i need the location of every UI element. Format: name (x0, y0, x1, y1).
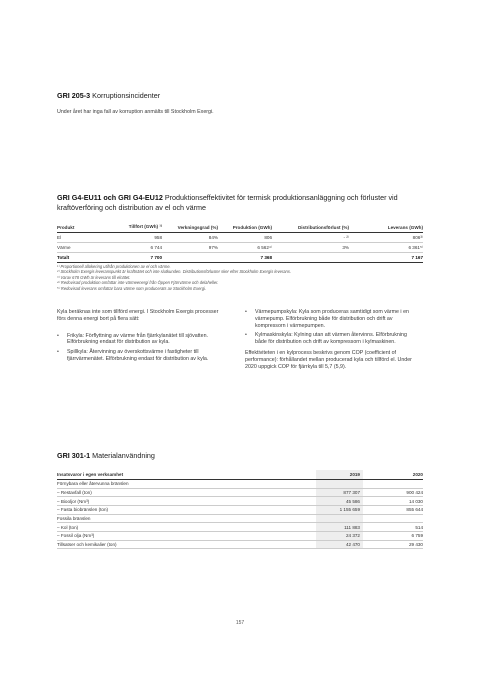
table-row (57, 506, 423, 515)
table-cell: 29 430 (363, 540, 423, 549)
efficiency-table (57, 222, 423, 263)
table-cell (272, 253, 349, 263)
footnote: ⁵⁾ Redovisad leverans omfattar bara värme som producerats av Stockholm Exergi. (57, 285, 207, 291)
gri205-body: Under året har inga fall av korruption anmälts till Stockholm Exergi. (57, 109, 214, 115)
cooling-list-left (57, 333, 222, 363)
table-cell: 806 (218, 233, 272, 243)
table-cell: 14 030 (363, 497, 423, 506)
table-cell: 7 368 (218, 253, 272, 263)
table-row (57, 497, 423, 506)
material-table (57, 470, 423, 549)
table-cell: – Fasta biobränslen (ton) (57, 506, 316, 515)
table-cell: 806³⁾ (349, 233, 423, 243)
cooling-intro: Kyla beräknas inte som tillförd energi. I Stockholm Exergis processer förs denna energi bort på flera sätt: (57, 309, 219, 322)
col-header: 2019 (316, 470, 363, 480)
table-cell: - ²⁾ (272, 233, 349, 243)
table-cell: – Fossil olja (Nm³) (57, 532, 316, 541)
table-cell: 958 (117, 233, 162, 243)
table-row (57, 514, 423, 523)
table-cell: 6 361⁵⁾ (349, 243, 423, 253)
footnote: ²⁾ Stockholm Exergis leveranspunkt är kraftnätet och inte slutkunden. Distributionsförluster sker efter Stockholm Exergis leverans. (57, 269, 291, 275)
list-item: • Värmepumpskyla: Kyla som produceras samtidigt som värme i en värmepump. Elförbrukning både för distribution och drift av kompressorn i värmepumpen. (245, 309, 420, 329)
table-cell (363, 514, 423, 523)
list-item: • Frikyla: Förflyttning av värme från fjärrkylanätet till sjövatten. Elförbrukning endast för distribution av kyla. (57, 333, 222, 347)
table-cell: Värme (57, 243, 117, 253)
footnote: ⁴⁾ Redovisad produktion omfattar inte värmeenergi från Öppen Fjärrvärme och delaheller. (57, 280, 219, 286)
table-cell: 24 372 (316, 532, 363, 541)
table-cell (316, 480, 363, 489)
table-cell: 6 562⁴⁾ (218, 243, 272, 253)
table-total-row (57, 253, 423, 263)
col-header: Distributionsförlust (%) (272, 222, 349, 233)
table-cell: 97% (162, 243, 218, 253)
table-cell: 111 883 (316, 523, 363, 532)
table-cell: 7 700 (117, 253, 162, 263)
table-cell: 900 424 (363, 488, 423, 497)
table-cell: El (57, 233, 117, 243)
table-cell: – Restavfall (ton) (57, 488, 316, 497)
footnote: ³⁾ Varav 678 GWh är leverans till elnätet. (57, 274, 131, 280)
table-cell: – Biooljor (Nm³) (57, 497, 316, 506)
gri-eu-title: Produktionseffektivitet för termisk produktionsanläggning och förluster vid kraftöverföring och distribution av el och värme (57, 193, 398, 212)
table-cell: 855 644 (363, 506, 423, 515)
table-cell: 6 744 (117, 243, 162, 253)
list-item: • Spillkyla: Återvinning av överskottsvärme i fastigheter till fjärrvärmenätet. Elförbrukning endast för distribution av kyla. (57, 349, 222, 363)
table-cell (363, 480, 423, 489)
table-cell: 1 155 659 (316, 506, 363, 515)
gri301-code: GRI 301-1 (57, 451, 91, 460)
left-column (57, 309, 222, 366)
table-row (57, 243, 423, 253)
table-cell: Tillsatser och kemikalier (ton) (57, 540, 316, 549)
gri301-title: Materialanvändning (92, 451, 155, 460)
footnote: ¹⁾ Proportionell allokering utifrån produktionen av el och värme. (57, 264, 171, 269)
right-column (245, 309, 420, 370)
table-cell: 7 167 (349, 253, 423, 263)
table-cell (316, 514, 363, 523)
col-header: Leverans (GWh) (349, 222, 423, 233)
gri-eu-heading (57, 193, 432, 212)
footnotes (57, 264, 427, 291)
table-cell: – Kol (ton) (57, 523, 316, 532)
table-cell: 45 586 (316, 497, 363, 506)
table-row (57, 532, 423, 541)
col-header: Produktion (GWh) (218, 222, 272, 233)
list-item: • Kylmaskinskyla: Kylning utan att värmen återvinns. Elförbrukning både för distribution och drift av kompressorn i kylmaskinen. (245, 332, 420, 346)
table-header-row (57, 222, 423, 233)
col-header: Produkt (57, 222, 117, 233)
table-cell: 3% (272, 243, 349, 253)
table-cell: 514 (363, 523, 423, 532)
table-row (57, 540, 423, 549)
table-header-row (57, 470, 423, 480)
col-header: Verkningsgrad (%) (162, 222, 218, 233)
gri205-title: Korruptionsincidenter (92, 91, 161, 100)
page-number: 157 (235, 620, 245, 626)
table-row (57, 488, 423, 497)
table-cell: Förnybara eller återvunna bränslen (57, 480, 316, 489)
table-cell: 42 470 (316, 540, 363, 549)
gri-eu-code: GRI G4-EU11 och GRI G4-EU12 (57, 193, 163, 202)
table-row (57, 523, 423, 532)
gri205-code: GRI 205-3 (57, 91, 91, 100)
table-cell (162, 253, 218, 263)
table-row (57, 233, 423, 243)
col-header: Tillfört (GWh) ¹⁾ (117, 222, 162, 233)
gri301-heading (57, 451, 155, 461)
col-header: Insatsvaror i egen verksamhet (57, 470, 316, 480)
cooling-list-right (245, 309, 420, 346)
col-header: 2020 (363, 470, 423, 480)
table-cell: 6 759 (363, 532, 423, 541)
table-cell: Fossila bränslen (57, 514, 316, 523)
cop-paragraph: Effektiviteten i en kylprocess beskrivs genom COP (coefficient of performance): förhållandet mellan producerad kyla och tillförd el. Under 2020 uppgick COP för fjärrkyla till 5,7 (5,9). (245, 349, 412, 370)
gri205-heading (57, 91, 160, 101)
table-cell: 84% (162, 233, 218, 243)
table-cell: Totalt (57, 253, 117, 263)
table-row (57, 480, 423, 489)
table-cell: 877 307 (316, 488, 363, 497)
